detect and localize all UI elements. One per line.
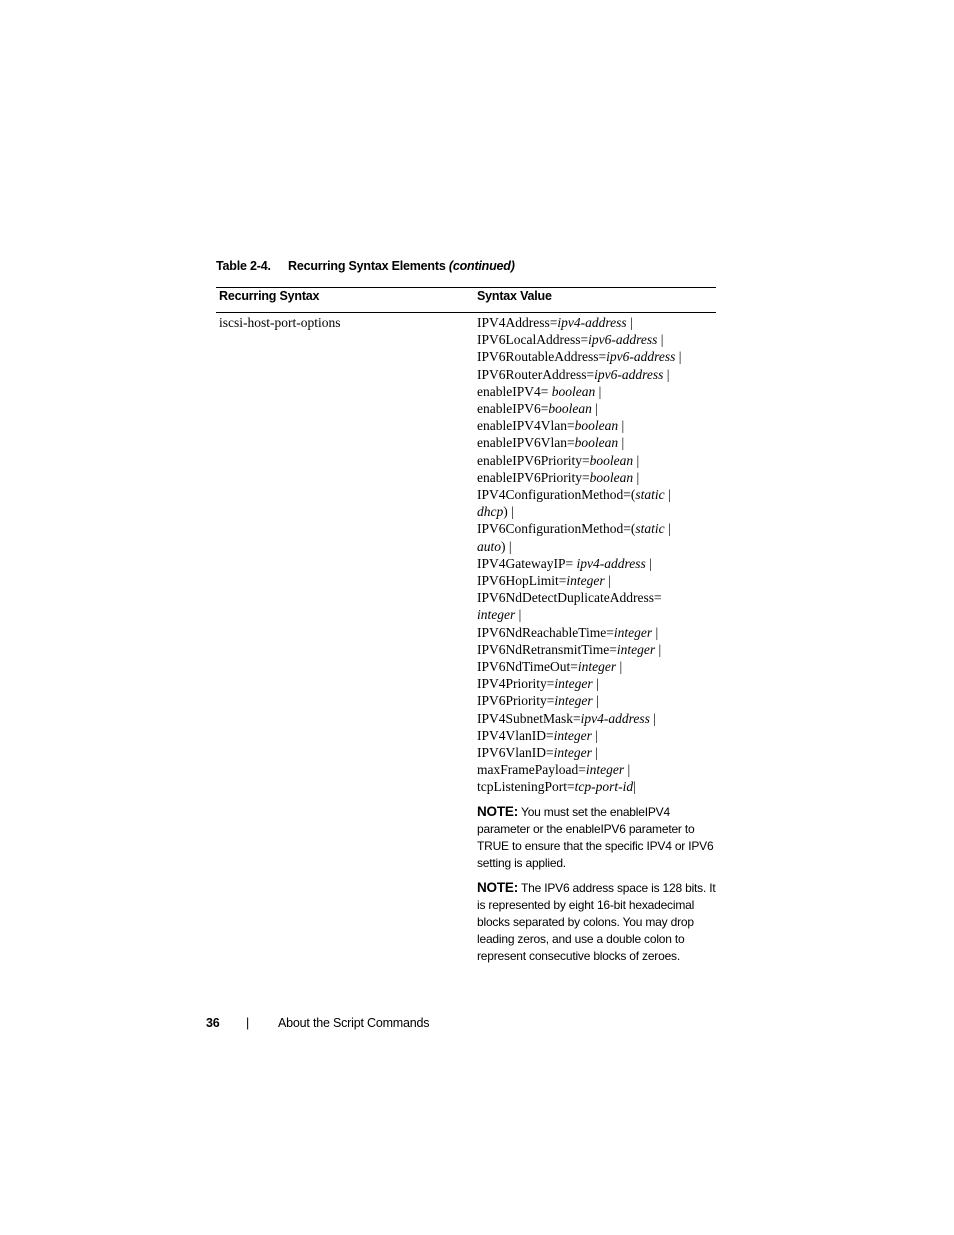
option-value-type: integer [553,727,592,743]
syntax-option-line [477,486,717,503]
syntax-option-line [477,555,717,572]
option-value-type: integer [613,624,653,640]
chapter-title: About the Script Commands [278,1016,430,1030]
table-number: Table 2-4. [216,259,271,273]
option-separator: | [604,573,611,589]
option-value-type: boolean [574,435,619,451]
syntax-option-line [477,434,717,451]
option-value-type: integer [554,693,593,709]
option-name: IPV6VlanID= [477,745,554,761]
syntax-option-line [477,452,717,469]
option-name: enableIPV6Priority= [477,452,590,468]
syntax-option-line [477,331,717,348]
option-separator: | [592,676,599,692]
footer-separator: | [246,1016,250,1030]
syntax-option-line [477,348,717,365]
option-name: enableIPV6Priority= [477,469,590,485]
syntax-option-line [477,675,717,692]
option-value-type: auto [477,538,502,554]
option-name: IPV6RouterAddress= [477,366,595,382]
syntax-option-line [477,383,717,400]
option-value-type: static [635,521,665,537]
note-paragraph [477,879,717,965]
syntax-option-line [477,606,717,623]
option-value-type: integer [554,676,593,692]
note-text: The IPV6 address space is 128 bits. It is represented by eight 16-bit hexadecimal blocks separated by colons. You may drop leading zeros, and use a double colon to represent consecutive blocks of zeroes. [477,880,716,963]
option-name: IPV6Priority= [477,693,555,709]
option-separator: ) | [501,538,512,554]
option-value-type: integer [577,659,617,675]
syntax-option-line [477,366,717,383]
option-name: IPV6ConfigurationMethod=( [477,521,636,537]
syntax-option-line [477,710,717,727]
option-name: IPV6NdRetransmitTime= [477,641,617,657]
option-value-type: tcp-port-id [574,779,634,795]
option-separator: | [618,418,625,434]
option-value-type: integer [566,573,605,589]
option-separator: | [633,469,640,485]
syntax-option-line [477,761,717,778]
option-name: IPV6RoutableAddress= [477,349,607,365]
option-separator: | [591,727,598,743]
syntax-option-line [477,400,717,417]
option-name: tcpListeningPort= [477,779,575,795]
recurring-syntax-cell: iscsi-host-port-options [219,315,341,330]
option-separator: | [592,693,599,709]
table-continued-label: (continued) [448,259,515,273]
note-label: NOTE: [477,803,518,819]
option-value-type: boolean [574,418,619,434]
syntax-value-cell [477,314,717,965]
option-name: IPV4Priority= [477,676,555,692]
syntax-option-line [477,469,717,486]
option-name: maxFramePayload= [477,762,586,778]
option-separator: | [655,641,662,657]
option-separator: | [633,452,640,468]
option-separator: | [626,315,633,330]
option-name: enableIPV4= [477,383,552,399]
syntax-option-line [477,503,717,520]
option-name: enableIPV4Vlan= [477,418,575,434]
option-value-type: integer [477,607,516,623]
notes-container [477,803,717,965]
option-value-type: ipv6-address [588,332,658,348]
option-separator: | [649,710,656,726]
syntax-option-line [477,417,717,434]
option-name: IPV6LocalAddress= [477,332,589,348]
table-top-rule [216,287,716,288]
column-header-syntax-value: Syntax Value [477,289,552,303]
table-title: Recurring Syntax Elements [288,259,446,273]
option-value-type: integer [553,745,592,761]
option-separator: | [618,435,625,451]
syntax-option-line [477,589,717,606]
option-separator: | [616,659,623,675]
option-value-type: ipv6-address [606,349,676,365]
option-value-type: static [635,487,665,503]
option-value-type: ipv6-address [594,366,664,382]
option-name: IPV4GatewayIP= [477,555,577,571]
syntax-option-line [477,538,717,555]
syntax-option-line [477,692,717,709]
option-separator: | [664,521,671,537]
syntax-option-line [477,624,717,641]
option-value-type: dhcp [477,504,504,520]
option-separator: | [633,779,636,795]
option-value-type: ipv4-address [580,710,650,726]
page-number: 36 [206,1016,220,1030]
syntax-option-line [477,520,717,537]
option-separator: | [657,332,664,348]
option-separator: | [645,555,652,571]
option-name: enableIPV6Vlan= [477,435,575,451]
option-value-type: integer [616,641,656,657]
option-name: IPV4VlanID= [477,727,554,743]
syntax-option-line [477,572,717,589]
option-name: IPV6NdTimeOut= [477,659,578,675]
note-paragraph [477,803,717,872]
note-text: You must set the enableIPV4 parameter or the enableIPV6 parameter to TRUE to ensure that the specific IPV4 or IPV6 setting is applied. [477,804,714,870]
option-separator: | [595,383,602,399]
option-value-type: boolean [589,452,634,468]
note-label: NOTE: [477,879,518,895]
option-name: IPV4Address= [477,315,558,330]
syntax-option-line [477,641,717,658]
syntax-option-line [477,658,717,675]
option-separator: | [515,607,522,623]
option-name: IPV4ConfigurationMethod=( [477,487,636,503]
option-value-type: ipv4-address [557,315,627,330]
table-header-rule [216,312,716,313]
option-separator: | [591,745,598,761]
option-name: IPV4SubnetMask= [477,710,581,726]
column-header-recurring-syntax: Recurring Syntax [219,289,320,303]
option-separator: | [664,487,671,503]
option-name: IPV6HopLimit= [477,573,567,589]
option-separator: | [591,401,598,417]
option-value-type: boolean [551,383,596,399]
option-value-type: ipv4-address [576,555,646,571]
option-separator: | [624,762,631,778]
option-value-type: boolean [589,469,634,485]
option-separator: ) | [503,504,514,520]
option-separator: | [652,624,659,640]
syntax-option-line [477,727,717,744]
syntax-option-line [477,314,717,331]
option-value-type: boolean [548,401,592,417]
option-name: enableIPV6= [477,401,549,417]
option-separator: | [675,349,682,365]
option-name: IPV6NdDetectDuplicateAddress= [477,590,662,606]
syntax-option-line [477,778,717,795]
option-list [477,314,717,796]
option-separator: | [663,366,670,382]
option-value-type: integer [585,762,625,778]
table-caption [216,259,515,273]
option-name: IPV6NdReachableTime= [477,624,614,640]
syntax-option-line [477,744,717,761]
